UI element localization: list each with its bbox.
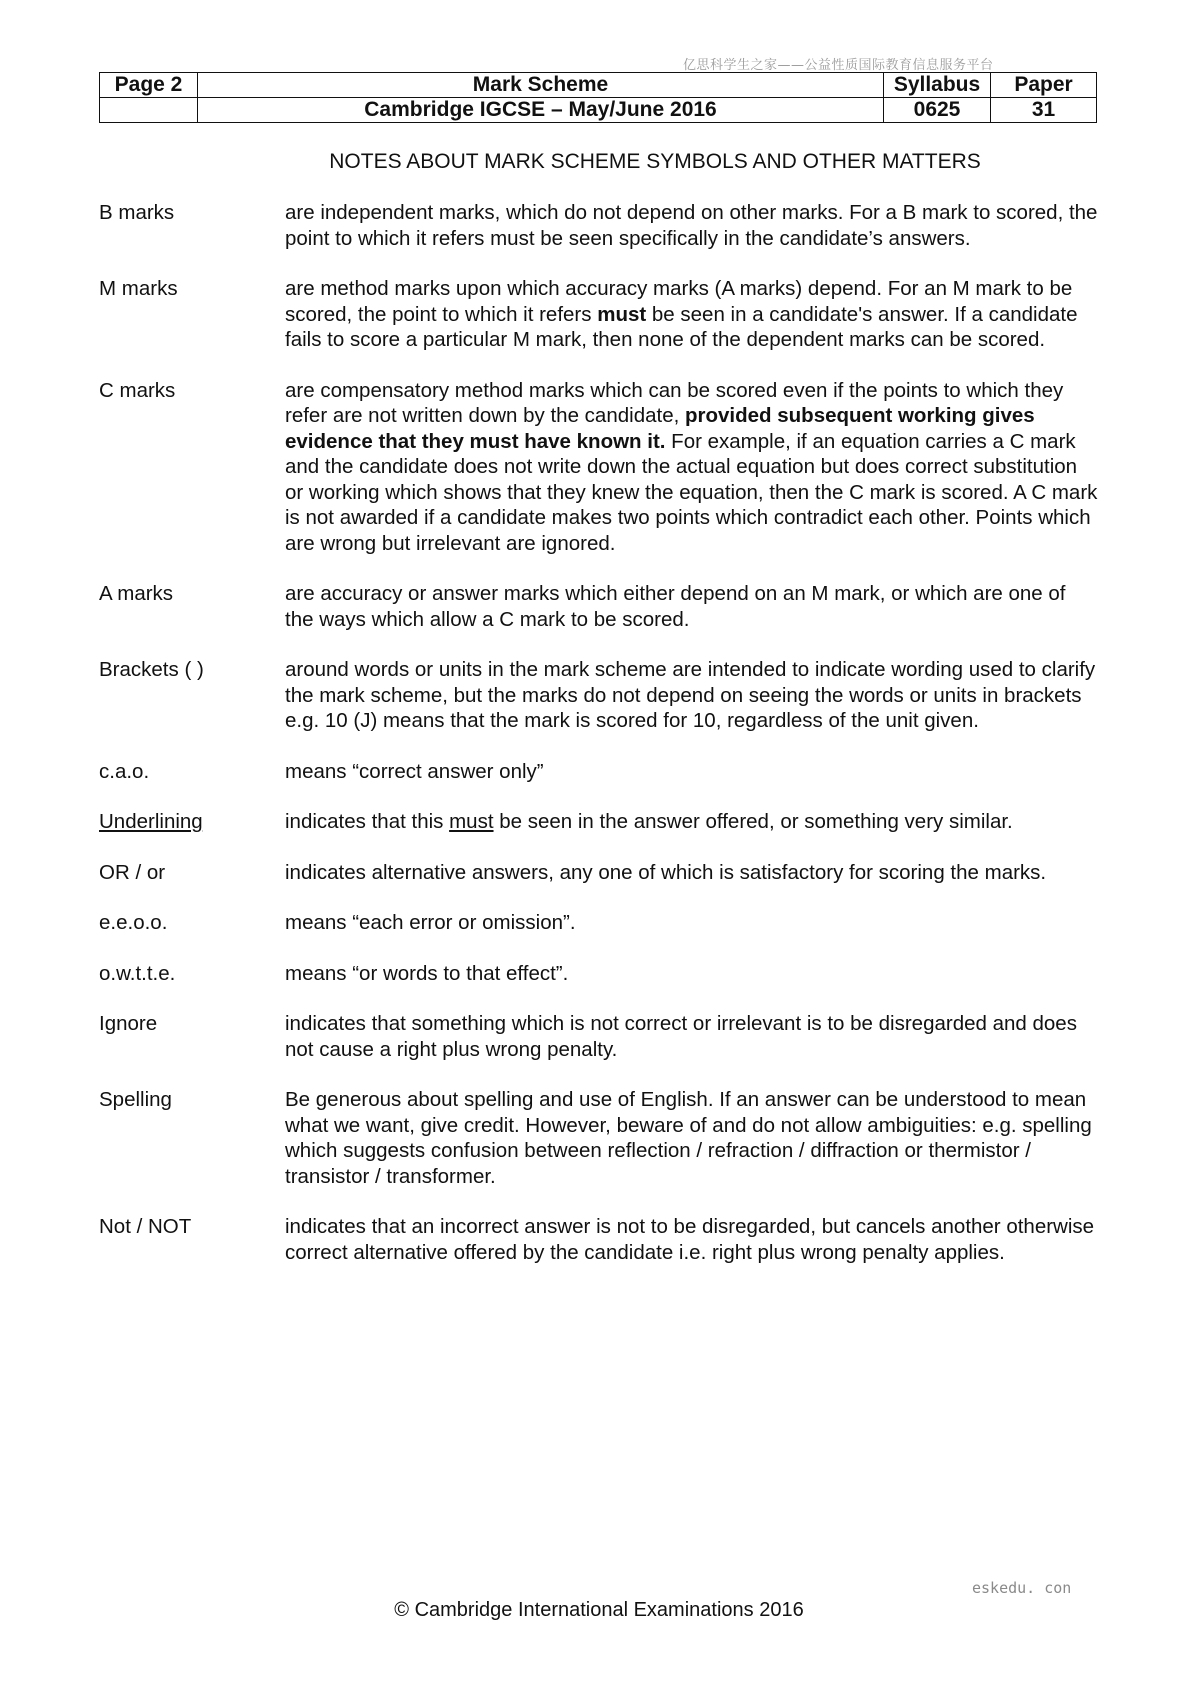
paper-value: 31	[991, 98, 1097, 123]
definition-text: be seen in a candidate's answer. If a candidate fails to score a particular M mark, then none of the dependent marks can be scored.	[285, 302, 1078, 351]
entry-definition	[285, 378, 1099, 557]
entry-definition	[285, 276, 1099, 353]
syllabus-label: Syllabus	[884, 73, 991, 98]
entry-owtte	[99, 961, 1099, 987]
definition-text: are compensatory method marks which can be scored even if the points to which they refer are not written down by the candidate,	[285, 378, 1064, 427]
underlined-text: must	[449, 810, 494, 833]
emphasis-text: provided subsequent working gives evidence that they must have known it.	[285, 404, 1035, 453]
entry-ignore	[99, 1011, 1099, 1062]
entry-eeoo	[99, 910, 1099, 936]
watermark-top: 亿思科学生之家——公益性质国际教育信息服务平台	[683, 58, 994, 73]
entry-term: o.w.t.t.e.	[99, 961, 176, 985]
emphasis-text: must	[597, 302, 647, 326]
entry-a-marks	[99, 581, 1099, 632]
document-title: Mark Scheme	[198, 73, 884, 98]
entry-term: Spelling	[99, 1088, 172, 1111]
entry-definition: indicates that something which is not correct or irrelevant is to be disregarded and does not cause a right plus wrong penalty.	[285, 1012, 1077, 1061]
entry-term: C marks	[99, 378, 176, 402]
entry-definition	[285, 809, 1099, 835]
entry-b-marks	[99, 200, 1099, 251]
entry-definition: are independent marks, which do not depend on other marks. For a B mark to scored, the point to which it refers must be seen specifically in the candidate’s answers.	[285, 201, 1098, 250]
entry-definition: around words or units in the mark scheme are intended to indicate wording used to clarify the mark scheme, but the marks do not depend on seeing the words or units in brackets e.g. 10 (J) means that the mark is scored for 10, regardless of the unit given.	[285, 658, 1096, 732]
entry-term: M marks	[99, 277, 178, 300]
document-subtitle: Cambridge IGCSE – May/June 2016	[198, 98, 884, 123]
page-label-blank	[100, 98, 198, 123]
entry-underlining	[99, 809, 1099, 835]
entry-definition: means “correct answer only”	[285, 759, 544, 783]
entry-term: A marks	[99, 582, 174, 605]
entry-not	[99, 1214, 1099, 1265]
notes-list	[99, 200, 1099, 1290]
entry-definition: Be generous about spelling and use of English. If an answer can be understood to mean what we want, give credit. However, beware of and do not allow ambiguities: e.g. spelling which suggests confusion between reflection / refraction / diffraction or thermistor / transistor / transformer.	[285, 1088, 1092, 1188]
entry-definition: indicates alternative answers, any one of which is satisfactory for scoring the marks.	[285, 860, 1047, 884]
entry-brackets	[99, 657, 1099, 734]
entry-term: Brackets ( )	[99, 658, 204, 681]
entry-definition: indicates that an incorrect answer is not to be disregarded, but cancels another otherwise correct alternative offered by the candidate i.e. right plus wrong penalty applies.	[285, 1215, 1095, 1264]
definition-text: indicates that this	[285, 810, 450, 833]
entry-term: Underlining	[99, 810, 203, 833]
entry-spelling	[99, 1087, 1099, 1189]
definition-text: are method marks upon which accuracy marks (A marks) depend. For an M mark to be scored, the point to which it refers	[285, 277, 1073, 326]
copyright-footer: © Cambridge International Examinations 2016	[394, 1599, 804, 1621]
entry-m-marks	[99, 276, 1099, 353]
entry-c-marks	[99, 378, 1099, 557]
entry-term: e.e.o.o.	[99, 911, 168, 934]
entry-term: Not / NOT	[99, 1215, 192, 1238]
header-table	[99, 72, 1097, 123]
entry-cao	[99, 759, 1099, 785]
entry-or	[99, 860, 1099, 886]
syllabus-value: 0625	[884, 98, 991, 123]
entry-term: c.a.o.	[99, 759, 150, 783]
entry-term: Ignore	[99, 1012, 158, 1035]
entry-term: OR / or	[99, 860, 166, 884]
definition-text: be seen in the answer offered, or something very similar.	[493, 810, 1013, 833]
entry-definition: means “each error or omission”.	[285, 911, 576, 934]
page-label: Page 2	[100, 73, 198, 98]
entry-term: B marks	[99, 201, 175, 224]
definition-text: For example, if an equation carries a C mark and the candidate does not write down the actual equation but does correct substitution or working which shows that they knew the equation, then the C mark is scored. A C mark is not awarded if a candidate makes two points which contradict each other. Points which are wrong but irrelevant are ignored.	[285, 429, 1098, 555]
entry-definition: are accuracy or answer marks which either depend on an M mark, or which are one of the ways which allow a C mark to be scored.	[285, 582, 1066, 631]
notes-title: NOTES ABOUT MARK SCHEME SYMBOLS AND OTHER MATTERS	[329, 150, 981, 173]
paper-label: Paper	[991, 73, 1097, 98]
entry-definition: means “or words to that effect”.	[285, 961, 569, 985]
watermark-bottom: eskedu. con	[972, 1579, 1072, 1597]
